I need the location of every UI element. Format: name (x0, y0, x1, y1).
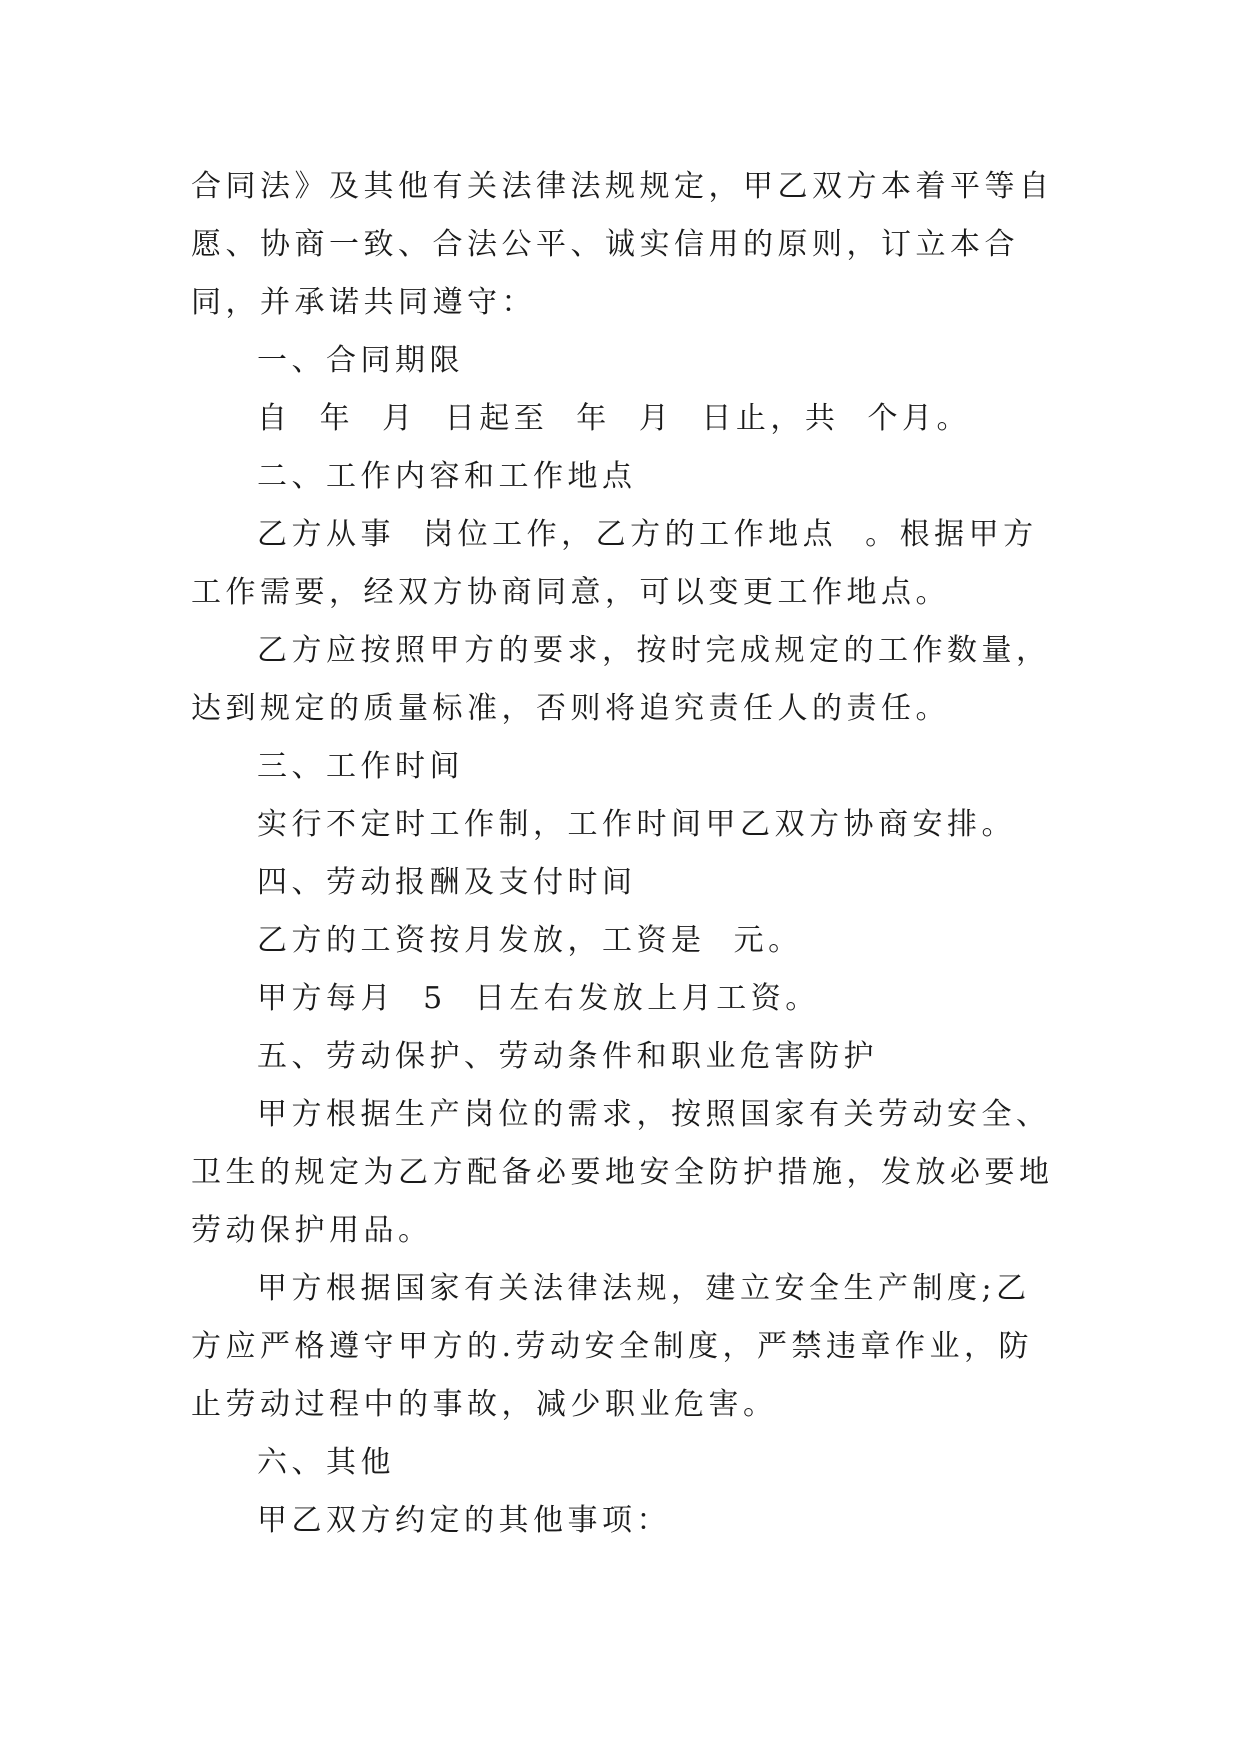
paragraph-safety-system: 甲方根据国家有关法律法规，建立安全生产制度;乙方应严格遵守甲方的.劳动安全制度，严禁违章作业，防止劳动过程中的事故，减少职业危害。 (191, 1271, 1034, 1422)
paragraph-intro-continuation: 合同法》及其他有关法律法规规定，甲乙双方本着平等自愿、协商一致、合法公平、诚实信用的原则，订立本合同，并承诺共同遵守： (191, 169, 1054, 320)
paragraph-work-time: 实行不定时工作制，工作时间甲乙双方协商安排。 (257, 807, 1016, 842)
section-heading-labor-protection: 五、劳动保护、劳动条件和职业危害防护 (257, 1039, 878, 1074)
document-page (191, 158, 1055, 1550)
section-heading-work-time: 三、工作时间 (257, 749, 464, 784)
paragraph-work-requirements: 乙方应按照甲方的要求，按时完成规定的工作数量，达到规定的质量标准，否则将追究责任人的责任。 (191, 633, 1051, 726)
section-heading-contract-term: 一、合同期限 (257, 343, 464, 378)
section-heading-remuneration: 四、劳动报酬及支付时间 (257, 865, 637, 900)
paragraph-salary: 乙方的工资按月发放，工资是 元。 (257, 923, 803, 958)
paragraph-work-location: 乙方从事 岗位工作，乙方的工作地点 。根据甲方工作需要，经双方协商同意，可以变更工作地点。 (191, 517, 1038, 610)
paragraph-pay-date: 甲方每月 5 日左右发放上月工资。 (257, 981, 820, 1016)
section-heading-other: 六、其他 (257, 1445, 395, 1480)
paragraph-protection-equipment: 甲方根据生产岗位的需求，按照国家有关劳动安全、卫生的规定为乙方配备必要地安全防护措施，发放必要地劳动保护用品。 (191, 1097, 1054, 1248)
paragraph-other-matters: 甲乙双方约定的其他事项： (257, 1503, 671, 1538)
section-heading-work-content: 二、工作内容和工作地点 (257, 459, 637, 494)
paragraph-contract-term: 自 年 月 日起至 年 月 日止，共 个月。 (257, 401, 972, 436)
